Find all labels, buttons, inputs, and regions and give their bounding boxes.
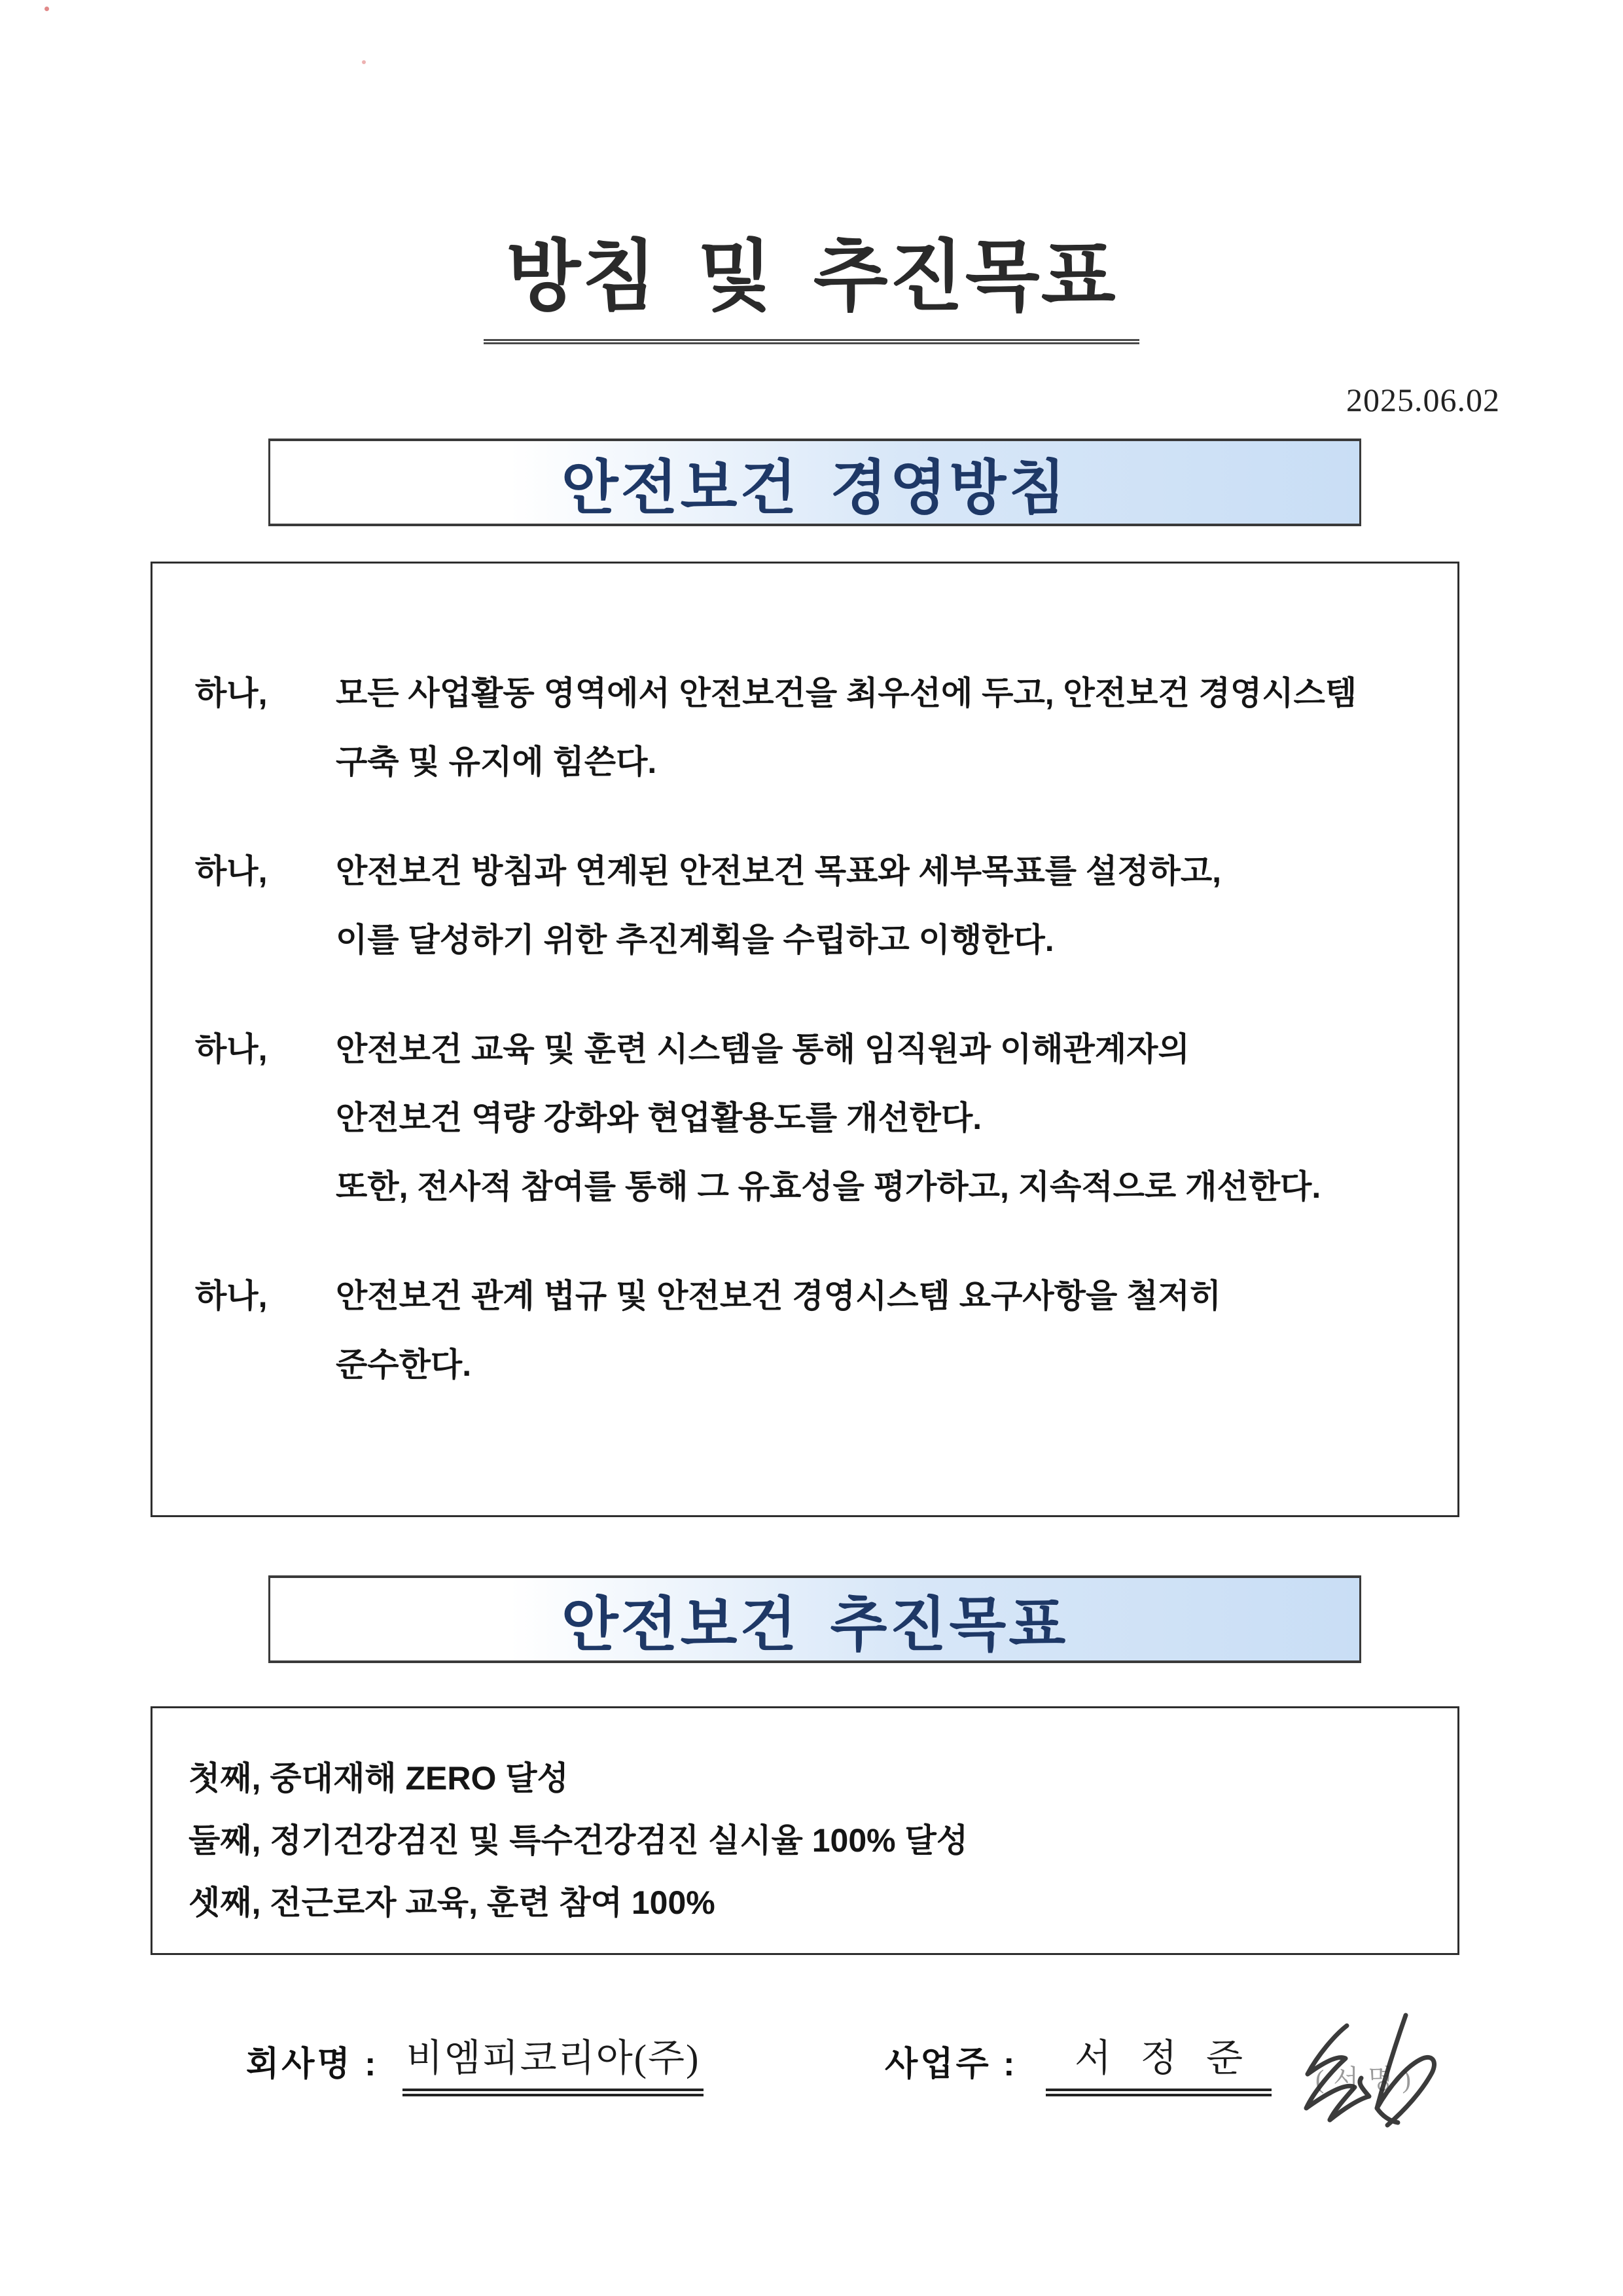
policy-section-header xyxy=(268,439,1361,526)
document-date: 2025.06.02 xyxy=(1346,382,1500,418)
policy-item-text xyxy=(336,1262,1421,1399)
title-row xyxy=(0,230,1623,344)
policy-line: 안전보건 역량 강화와 현업활용도를 개선한다. xyxy=(336,1100,982,1136)
goal-line: 둘째, 정기건강검진 및 특수건강검진 실시율 100% 달성 xyxy=(188,1822,969,1859)
policy-item-text xyxy=(336,1015,1421,1221)
goals-section-title: 안전보건 추진목표 xyxy=(561,1592,1069,1658)
company-name-label: 회사명 : xyxy=(246,2045,379,2083)
page-title: 방침 및 추진목표 xyxy=(484,230,1139,344)
policy-line: 모든 사업활동 영역에서 안전보건을 최우선에 두고, 안전보건 경영시스템 xyxy=(336,675,1357,711)
policy-item xyxy=(195,659,1421,797)
scan-artifact-dot xyxy=(45,7,49,11)
policy-section-title: 안전보건 경영방침 xyxy=(561,456,1069,521)
goal-line: 셋째, 전근로자 교육, 훈련 참여 100% xyxy=(188,1884,715,1921)
policy-item-label: 하나, xyxy=(195,853,268,889)
policy-line: 이를 달성하기 위한 추진계획을 수립하고 이행한다. xyxy=(336,922,1054,958)
signature-row xyxy=(0,2026,1623,2196)
policy-line: 구축 및 유지에 힘쓴다. xyxy=(336,744,657,780)
policy-item-text xyxy=(336,837,1421,975)
policy-item-label: 하나, xyxy=(195,675,268,711)
business-owner-name: 서 정 준 xyxy=(1046,2027,1272,2096)
scan-artifact-dot xyxy=(362,60,366,64)
policy-line: 안전보건 교육 및 훈련 시스템을 통해 임직원과 이해관계자의 xyxy=(336,1031,1190,1067)
policy-item xyxy=(195,837,1421,975)
policy-item-label: 하나, xyxy=(195,1031,268,1067)
policy-line: 준수한다. xyxy=(336,1346,472,1383)
goals-section-header xyxy=(268,1575,1361,1663)
goals-box xyxy=(151,1706,1459,1955)
signature-hint-text: (서명) xyxy=(1315,2064,1420,2094)
policy-item xyxy=(195,1262,1421,1399)
policy-line: 안전보건 방침과 연계된 안전보건 목표와 세부목표를 설정하고, xyxy=(336,853,1222,889)
policy-box xyxy=(151,562,1459,1517)
policy-item xyxy=(195,1015,1421,1221)
policy-line: 또한, 전사적 참여를 통해 그 유효성을 평가하고, 지속적으로 개선한다. xyxy=(336,1168,1321,1205)
business-owner-label: 사업주 : xyxy=(885,2045,1018,2083)
signature xyxy=(1277,2001,1454,2158)
goal-line: 첫째, 중대재해 ZERO 달성 xyxy=(188,1760,569,1797)
policy-item-text xyxy=(336,659,1421,797)
policy-item-label: 하나, xyxy=(195,1278,268,1314)
signature-scribble-icon xyxy=(1277,2001,1454,2158)
company-name-value: 비엠피코리아(주) xyxy=(402,2027,704,2096)
policy-line: 안전보건 관계 법규 및 안전보건 경영시스템 요구사항을 철저히 xyxy=(336,1278,1222,1314)
